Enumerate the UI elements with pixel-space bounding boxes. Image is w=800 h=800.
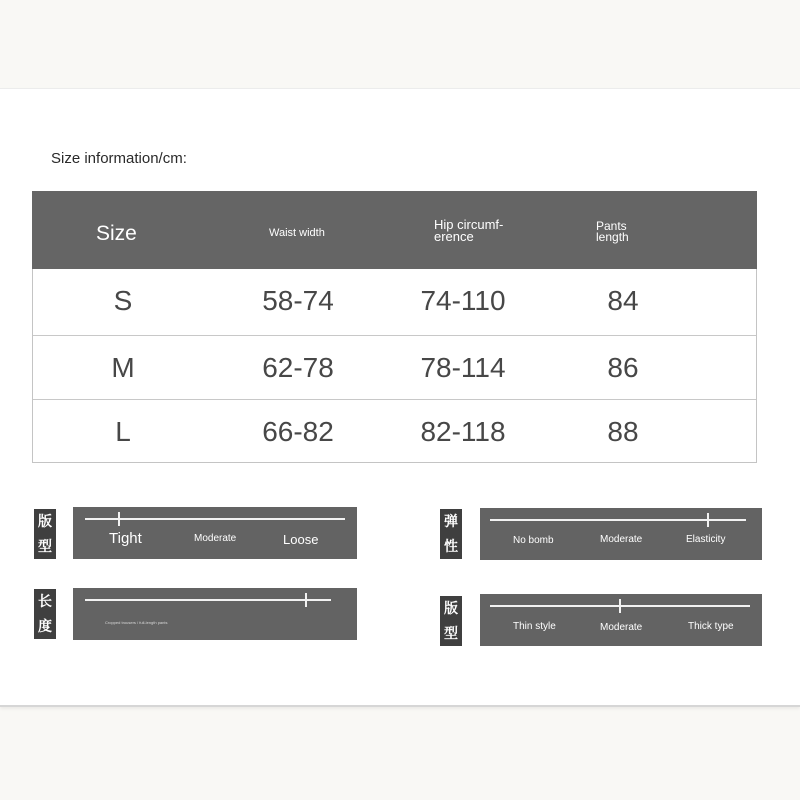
elasticity-label-moderate: Moderate bbox=[600, 534, 643, 545]
elasticity-tag bbox=[440, 509, 462, 559]
cell-waist: 58-74 bbox=[262, 285, 334, 316]
length-tag-char1: 长 bbox=[38, 593, 52, 609]
header-pants-line2: length bbox=[596, 230, 629, 244]
length-scale bbox=[73, 588, 357, 640]
thickness-scale bbox=[480, 594, 762, 646]
cell-pants: 84 bbox=[607, 285, 639, 316]
fit-tag-char2: 型 bbox=[38, 538, 52, 554]
header-pants-line1: Pants bbox=[596, 219, 627, 233]
header-size: Size bbox=[96, 222, 137, 245]
cell-size: S bbox=[113, 285, 133, 316]
fit-scale bbox=[73, 507, 357, 559]
table-row bbox=[33, 399, 756, 464]
elasticity-tag-char1: 弹 bbox=[444, 513, 458, 529]
cell-hip: 74-110 bbox=[420, 285, 506, 316]
cell-size: L bbox=[115, 416, 131, 447]
size-table bbox=[32, 191, 757, 463]
page-title: Size information/cm: bbox=[51, 150, 187, 167]
header-hip-circumference bbox=[434, 219, 544, 243]
cell-waist: 66-82 bbox=[262, 416, 334, 447]
thickness-label-thick: Thick type bbox=[688, 621, 734, 632]
length-tag bbox=[34, 589, 56, 639]
header-waist-width: Waist width bbox=[269, 227, 325, 239]
thickness-label-thin: Thin style bbox=[513, 621, 556, 632]
table-row bbox=[33, 335, 756, 400]
header-hip-line2: erence bbox=[434, 229, 474, 244]
fit-tag-char1: 版 bbox=[38, 513, 52, 529]
elasticity-scale bbox=[480, 508, 762, 560]
elasticity-scale-marker bbox=[707, 513, 709, 527]
table-row bbox=[33, 269, 756, 333]
cell-hip: 78-114 bbox=[420, 352, 506, 383]
thickness-tag-char2: 型 bbox=[444, 625, 458, 641]
thickness-label-moderate: Moderate bbox=[600, 622, 643, 633]
cell-size: M bbox=[111, 352, 135, 383]
length-label: Cropped trousers / full-length pants bbox=[105, 620, 168, 625]
header-pants-length bbox=[596, 221, 666, 243]
cell-pants: 86 bbox=[607, 352, 639, 383]
cell-waist: 62-78 bbox=[262, 352, 334, 383]
cell-hip: 82-118 bbox=[420, 416, 506, 447]
elasticity-label-elasticity: Elasticity bbox=[686, 534, 726, 545]
length-scale-line bbox=[85, 599, 331, 601]
length-tag-char2: 度 bbox=[38, 618, 52, 634]
fit-scale-line bbox=[85, 518, 345, 520]
elasticity-tag-char2: 性 bbox=[444, 538, 458, 554]
thickness-tag bbox=[440, 596, 462, 646]
thickness-scale-marker bbox=[619, 599, 621, 613]
table-header bbox=[32, 191, 757, 269]
header-hip-line1: Hip circumf- bbox=[434, 217, 504, 232]
fit-tag bbox=[34, 509, 56, 559]
elasticity-label-no-bomb: No bomb bbox=[513, 535, 554, 546]
cell-pants: 88 bbox=[607, 416, 639, 447]
fit-label-tight: Tight bbox=[109, 530, 142, 547]
fit-label-loose: Loose bbox=[283, 532, 319, 547]
fit-label-moderate: Moderate bbox=[194, 533, 237, 544]
length-scale-marker bbox=[305, 593, 307, 607]
fit-scale-marker bbox=[118, 512, 120, 526]
thickness-tag-char1: 版 bbox=[444, 600, 458, 616]
